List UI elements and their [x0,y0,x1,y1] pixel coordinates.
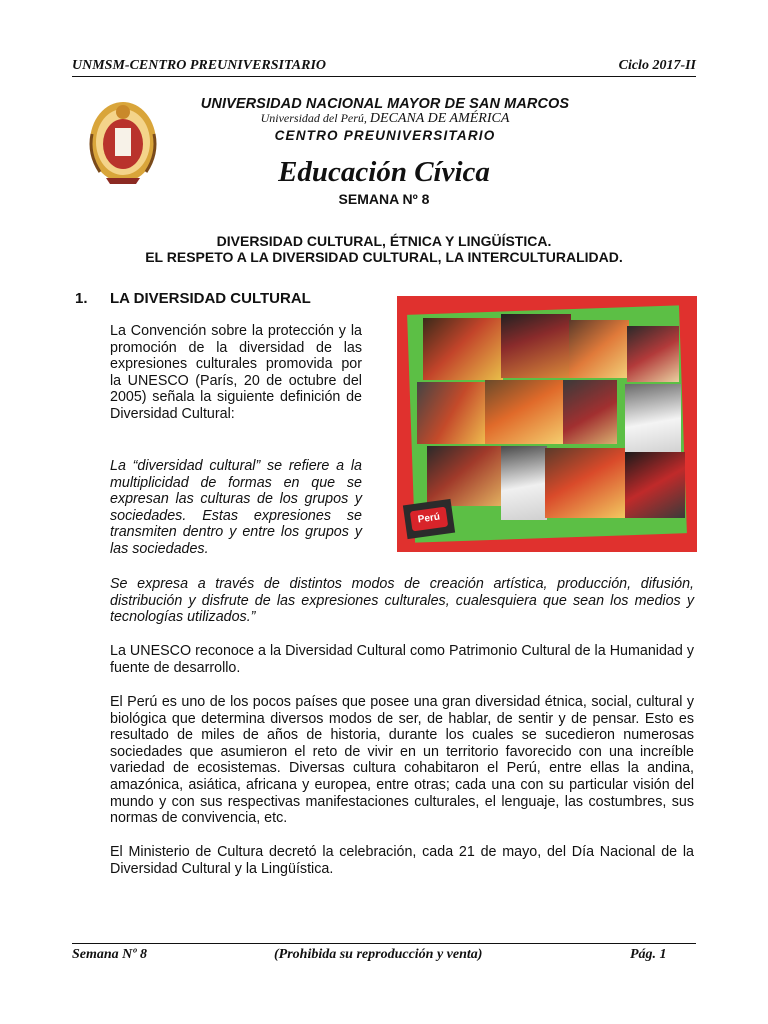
university-tagline [190,111,580,127]
center-name: CENTRO PREUNIVERSITARIO [274,128,496,143]
section-title: LA DIVERSIDAD CULTURAL [110,290,311,307]
photo-festival-1 [417,382,487,444]
intro-paragraph: La Convención sobre la protección y la promoción de la diversidad de las expresiones culturales promovida por la UNESCO (París, 20 de octubre del 2005) señala la siguiente definición de Diversidad Cultural: [110,323,362,422]
photo-parade [545,448,625,518]
subtitle-line-2: EL RESPETO A LA DIVERSIDAD CULTURAL, LA INTERCULTURALIDAD. [145,249,623,265]
course-title: Educación Cívica [278,156,490,188]
photo-dancers-2 [501,314,571,378]
university-block [190,96,580,143]
tagline-small: Universidad del Perú, [260,111,367,125]
footer-page: Pág. 1 [630,947,667,962]
peru-logo-frame [403,499,455,539]
tagline-big: DECANA DE AMÉRICA [369,111,510,126]
photo-ballet [625,384,681,462]
photo-festival-3 [563,380,617,444]
header-right: Ciclo 2017-II [618,58,696,73]
cultural-diversity-collage [397,296,697,552]
footer-notice: (Prohibida su reproducción y venta) [274,947,483,962]
photo-dancers-1 [423,318,503,380]
photo-masks [427,446,501,506]
photo-salsa [625,452,685,518]
document-subtitle [0,233,768,265]
subtitle-line-1: DIVERSIDAD CULTURAL, ÉTNICA Y LINGÜÍSTICA. [216,233,552,249]
peru-paragraph: El Perú es uno de los pocos países que posee una gran diversidad étnica, social, cultural y biológica que determina diversos modos de ser, de hablar, de sentir y de pensar. Esto es resultado de miles de años de historia, durante los cuales se sucedieron numerosas sociedades que asumieron el reto de vivir en un territorio favorecido con una increíble variedad de ecosistemas. Diversas cultura cohabitaron el Perú, entre ellas la andina, amazónica, asiática, africana y europea, entre otras; cada una con su particular visión del mundo y con sus respectivas manifestaciones culturales, el lenguaje, las costumbres, sus normas de convivencia, etc. [110,694,694,827]
peru-logo: Perú [410,507,448,532]
ministry-paragraph: El Ministerio de Cultura decretó la celebración, cada 21 de mayo, del Día Nacional de la Diversidad Cultural y la Lingüística. [110,844,694,877]
photo-dancers-3 [569,320,629,378]
photo-festival-2 [485,380,565,444]
definition-quote: La “diversidad cultural” se refiere a la multiplicidad de formas en que se expresan las culturas de los grupos y sociedades. Estas expresiones se transmiten dentro y entre los grupos y las sociedades. [110,458,362,557]
page-footer [72,943,696,962]
expression-quote: Se expresa a través de distintos modos de creación artística, producción, difusión, distribución y disfrute de las expresiones culturales, cualesquiera que sean los medios y tecnologías utilizados.” [110,576,694,626]
week-label: SEMANA Nº 8 [338,191,430,207]
unesco-paragraph: La UNESCO reconoce a la Diversidad Cultural como Patrimonio Cultural de la Humanidad y fuente de desarrollo. [110,643,694,676]
photo-marinera [501,446,547,520]
footer-week: Semana Nº 8 [72,947,147,962]
section-number: 1. [75,290,88,307]
photo-dancers-4 [627,326,679,382]
page-header [72,58,696,77]
university-name: UNIVERSIDAD NACIONAL MAYOR DE SAN MARCOS [200,96,570,112]
header-left: UNMSM-CENTRO PREUNIVERSITARIO [72,58,327,73]
section-heading [75,290,311,307]
